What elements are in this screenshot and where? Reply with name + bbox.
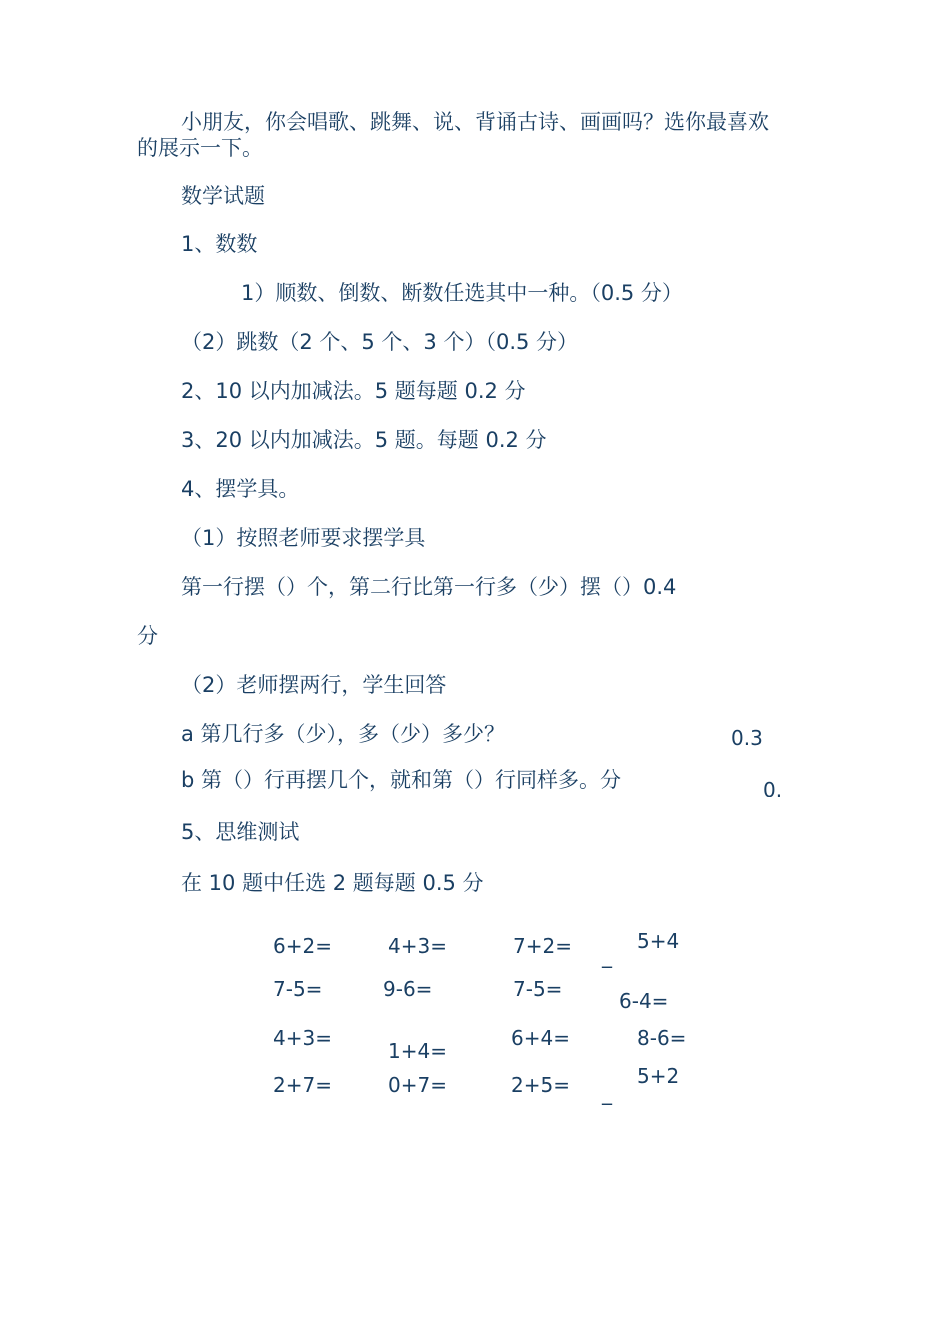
problem-r2c3: 7-5= xyxy=(513,977,563,1001)
problem-r4c4: 5+2 xyxy=(637,1064,680,1088)
q4-sub-2: （2）老师摆两行，学生回答 xyxy=(181,673,447,697)
q4-sub-1-line: 第一行摆（）个，第二行比第一行多（少）摆（）0.4 xyxy=(181,575,677,599)
problem-r3c1: 4+3= xyxy=(273,1026,332,1050)
problem-r1c3: 7+2= xyxy=(513,934,572,958)
problem-r1c4: 5+4 xyxy=(637,929,680,953)
q1-heading: 1、数数 xyxy=(181,232,258,256)
intro-line-2: 的展示一下。 xyxy=(137,136,263,160)
problem-r4c3: 2+5= xyxy=(511,1073,570,1097)
problem-r4-dash: _ xyxy=(602,1081,612,1105)
q1-item-1: 1）顺数、倒数、断数任选其中一种。（0.5 分） xyxy=(241,281,683,305)
problem-r3c4: 8-6= xyxy=(637,1026,687,1050)
problem-r2c4: 6-4= xyxy=(619,989,669,1013)
q4-question-b: b 第（）行再摆几个，就和第（）行同样多。分 xyxy=(181,768,622,792)
page-title: 数学试题 xyxy=(181,184,265,208)
q2-text: 2、10 以内加减法。5 题每题 0.2 分 xyxy=(181,379,526,403)
problem-r1c1: 6+2= xyxy=(273,934,332,958)
problem-r2c2: 9-6= xyxy=(383,977,433,1001)
intro-line-1: 小朋友，你会唱歌、跳舞、说、背诵古诗、画画吗？选你最喜欢 xyxy=(181,110,769,134)
problem-r4c1: 2+7= xyxy=(273,1073,332,1097)
q4-sub-1-cont: 分 xyxy=(137,624,158,648)
q3-text: 3、20 以内加减法。5 题。每题 0.2 分 xyxy=(181,428,547,452)
problem-r3c3: 6+4= xyxy=(511,1026,570,1050)
problem-r2c1: 7-5= xyxy=(273,977,323,1001)
problem-r1c2: 4+3= xyxy=(388,934,447,958)
q4-sub-1: （1）按照老师要求摆学具 xyxy=(181,526,426,550)
q4-heading: 4、摆学具。 xyxy=(181,477,300,501)
q5-heading: 5、思维测试 xyxy=(181,820,300,844)
q4-b-score: 0. xyxy=(763,778,783,797)
q4-a-score: 0.3 xyxy=(731,726,763,750)
problem-r1-dash: _ xyxy=(602,944,612,968)
q4-question-a: a 第几行多（少），多（少）多少？ xyxy=(181,722,506,746)
problem-r4c2: 0+7= xyxy=(388,1073,447,1097)
q5-instruction: 在 10 题中任选 2 题每题 0.5 分 xyxy=(181,871,484,895)
q1-item-2: （2）跳数（2 个、5 个、3 个）（0.5 分） xyxy=(181,330,579,354)
problem-r3c2: 1+4= xyxy=(388,1039,447,1063)
